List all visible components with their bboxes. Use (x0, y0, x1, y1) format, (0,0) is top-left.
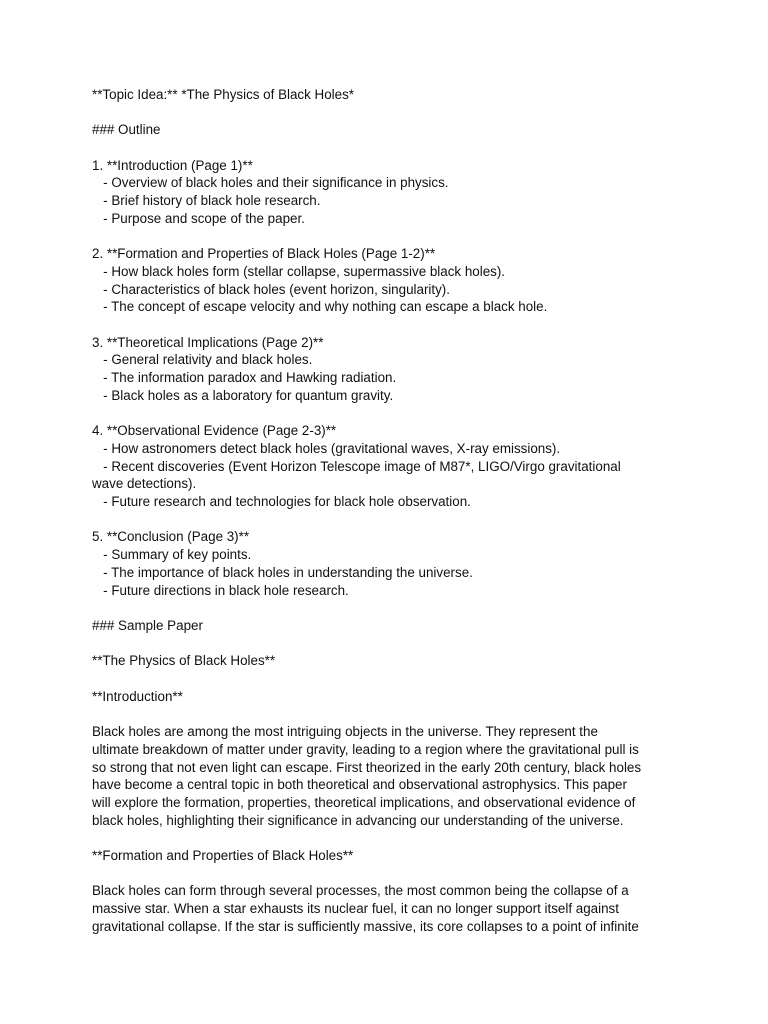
outline-item: - General relativity and black holes. (92, 352, 313, 368)
spacer (92, 705, 682, 723)
paragraph-line: massive star. When a star exhausts its nuclear fuel, it can no longer support itself against (92, 901, 619, 917)
spacer (92, 104, 682, 122)
spacer (92, 228, 682, 246)
outline-item: - Recent discoveries (Event Horizon Telescope image of M87*, LIGO/Virgo gravitational (92, 458, 621, 474)
outline-section-3 (92, 334, 682, 405)
section-title: 5. **Conclusion (Page 3)** (92, 529, 250, 545)
outline-item: - How black holes form (stellar collapse, supermassive black holes). (92, 263, 506, 279)
outline-item: - The importance of black holes in understanding the universe. (92, 564, 473, 580)
outline-section-4 (92, 422, 682, 511)
formation-heading: **Formation and Properties of Black Holes** (92, 848, 354, 864)
section-title: 1. **Introduction (Page 1)** (92, 157, 253, 173)
paper-title: **The Physics of Black Holes** (92, 653, 276, 669)
spacer (92, 405, 682, 423)
paragraph-line: so strong that not even light can escape. First theorized in the early 20th century, black holes (92, 759, 642, 775)
outline-item: - Future research and technologies for black hole observation. (92, 494, 471, 510)
paragraph-line: gravitational collapse. If the star is sufficiently massive, its core collapses to a point of infinite (92, 918, 639, 934)
outline-section-5 (92, 528, 682, 599)
spacer (92, 635, 682, 653)
sample-heading: ### Sample Paper (92, 617, 203, 633)
outline-item: - The information paradox and Hawking radiation. (92, 370, 397, 386)
outline-heading: ### Outline (92, 122, 161, 138)
outline-item: - How astronomers detect black holes (gravitational waves, X-ray emissions). (92, 440, 561, 456)
intro-paragraph (92, 723, 682, 829)
spacer (92, 316, 682, 334)
spacer (92, 599, 682, 617)
document-page (92, 86, 682, 936)
formation-paragraph (92, 882, 682, 935)
outline-item: - The concept of escape velocity and why nothing can escape a black hole. (92, 299, 548, 315)
outline-item: - Future directions in black hole research. (92, 582, 349, 598)
paragraph-line: Black holes can form through several processes, the most common being the collapse of a (92, 883, 629, 899)
paragraph-line: Black holes are among the most intriguing objects in the universe. They represent the (92, 724, 598, 740)
spacer (92, 511, 682, 529)
paragraph-line: ultimate breakdown of matter under gravity, leading to a region where the gravitational pull is (92, 741, 639, 757)
spacer (92, 865, 682, 883)
section-title: 4. **Observational Evidence (Page 2-3)** (92, 423, 337, 439)
outline-item: - Characteristics of black holes (event horizon, singularity). (92, 281, 450, 297)
outline-item: - Black holes as a laboratory for quantum gravity. (92, 387, 394, 403)
topic-line: **Topic Idea:** *The Physics of Black Holes* (92, 87, 354, 102)
section-title: 3. **Theoretical Implications (Page 2)** (92, 334, 324, 350)
intro-heading: **Introduction** (92, 688, 183, 704)
outline-item: - Purpose and scope of the paper. (92, 210, 305, 226)
paragraph-line: have become a central topic in both theoretical and observational astrophysics. This paper (92, 777, 627, 793)
paragraph-line: will explore the formation, properties, theoretical implications, and observational evidence of (92, 794, 636, 810)
outline-section-1 (92, 157, 682, 228)
spacer (92, 139, 682, 157)
outline-section-2 (92, 245, 682, 316)
outline-item: - Summary of key points. (92, 547, 252, 563)
spacer (92, 829, 682, 847)
outline-item: - Brief history of black hole research. (92, 193, 321, 209)
spacer (92, 670, 682, 688)
section-title: 2. **Formation and Properties of Black Holes (Page 1-2)** (92, 246, 436, 262)
outline-item: - Overview of black holes and their significance in physics. (92, 175, 449, 191)
paragraph-line: black holes, highlighting their significance in advancing our understanding of the universe. (92, 812, 624, 828)
outline-item: wave detections). (92, 476, 197, 492)
